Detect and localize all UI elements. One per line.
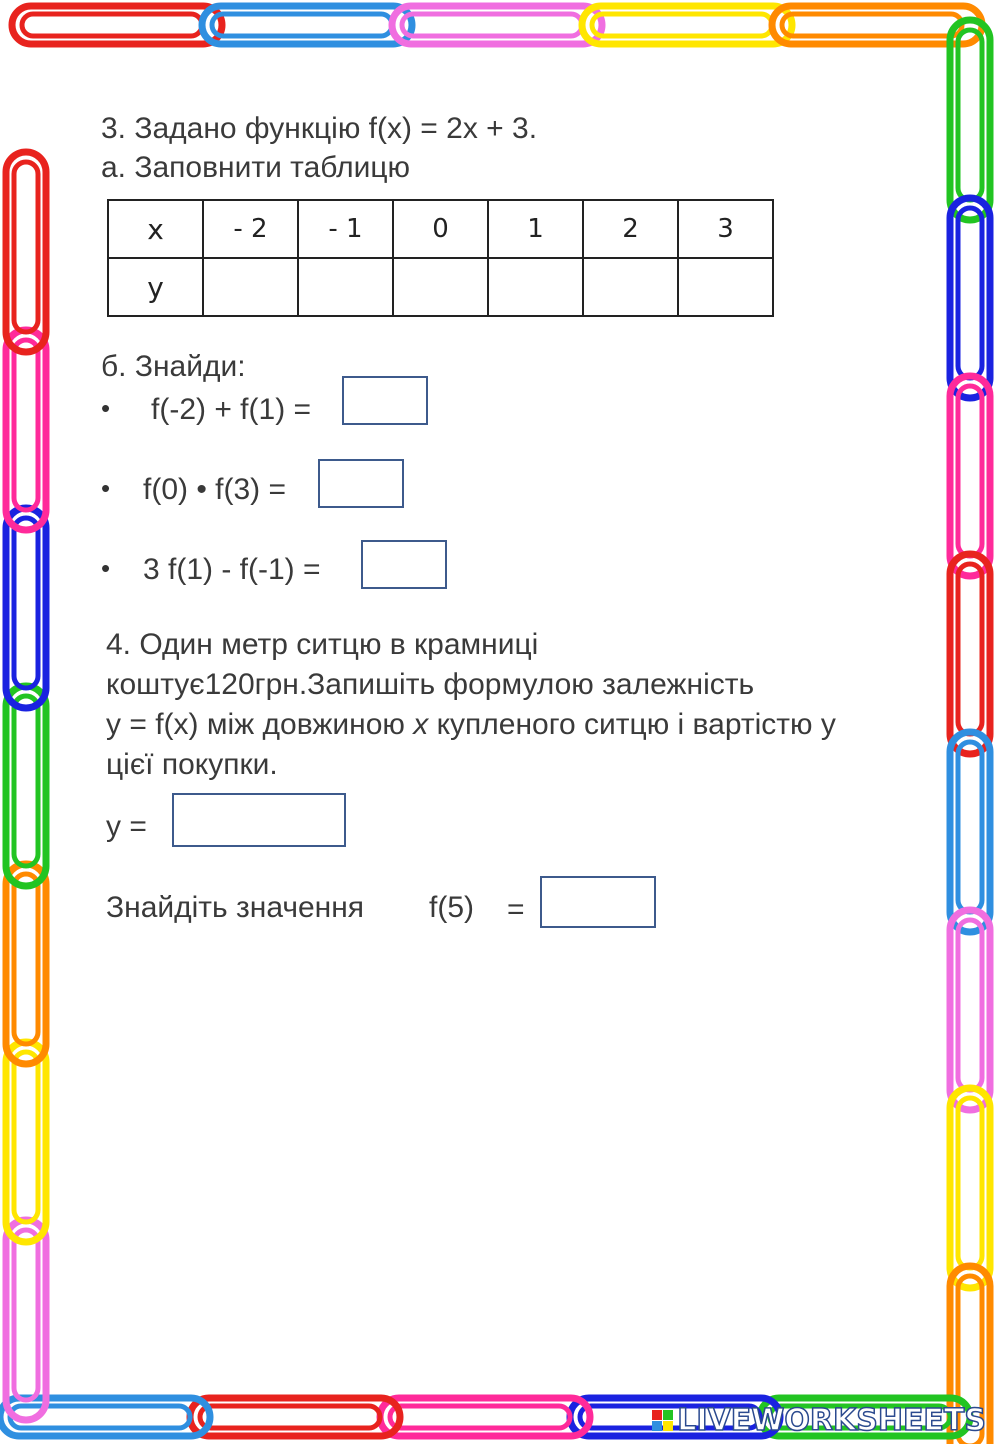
- table-y-input[interactable]: [298, 258, 393, 316]
- paperclip-icon: [950, 20, 990, 220]
- paperclip-icon: [6, 1042, 46, 1242]
- paperclip-icon: [190, 1398, 400, 1436]
- answer-box-1[interactable]: [342, 376, 428, 425]
- paperclip-icon: [392, 6, 602, 44]
- expr-3: 3 f(1) - f(-1) =: [143, 553, 321, 586]
- watermark-text: LIVEWORKSHEETS: [677, 1403, 986, 1438]
- task4-line-3-a: y = f(x) між довжиною: [106, 708, 414, 741]
- f5-label: f(5): [429, 891, 474, 924]
- y-label: y =: [106, 810, 147, 843]
- paperclip-icon: [6, 864, 46, 1064]
- liveworksheets-logo: [652, 1403, 986, 1438]
- expr-2: f(0) • f(3) =: [143, 473, 287, 506]
- paperclip-icon: [12, 6, 222, 44]
- equals-sign: =: [507, 893, 525, 926]
- table-y-input[interactable]: [393, 258, 488, 316]
- task4-line-1: 4. Один метр ситцю в крамниці: [106, 628, 539, 661]
- paperclip-icon: [950, 198, 990, 398]
- answer-box-f5[interactable]: [540, 876, 656, 928]
- paperclip-icon: [6, 508, 46, 708]
- paperclip-icon: [950, 376, 990, 576]
- paperclip-icon: [582, 6, 792, 44]
- table-x-cell: 3: [678, 200, 773, 258]
- table-x-cell: 2: [583, 200, 678, 258]
- table-y-input[interactable]: [678, 258, 773, 316]
- task4-line-3-b: купленого ситцю і вартістю у: [428, 708, 836, 741]
- paperclip-icon: [950, 1088, 990, 1288]
- table-header-y: y: [108, 258, 203, 316]
- table-x-cell: 1: [488, 200, 583, 258]
- task4-line-4: цієї покупки.: [106, 748, 278, 781]
- expr-1: f(-2) + f(1) =: [151, 393, 312, 426]
- paperclip-icon: [202, 6, 412, 44]
- find-label: Знайдіть значення: [106, 891, 365, 924]
- answer-box-2[interactable]: [318, 459, 404, 508]
- task3-part-a: а. Заповнити таблицю: [101, 151, 411, 184]
- table-row-x: [108, 200, 773, 258]
- logo-icon: [652, 1410, 673, 1431]
- task4-line-3-x: x: [413, 708, 429, 741]
- task3-title: 3. Задано функцію f(x) = 2x + 3.: [101, 112, 538, 145]
- paperclip-icon: [380, 1398, 590, 1436]
- paperclip-icon: [6, 152, 46, 352]
- table-x-cell: 0: [393, 200, 488, 258]
- table-y-input[interactable]: [203, 258, 298, 316]
- table-y-input[interactable]: [488, 258, 583, 316]
- paperclip-icon: [6, 1220, 46, 1420]
- task4-line-3: [106, 708, 836, 742]
- function-table: [107, 199, 774, 317]
- table-header-x: x: [108, 200, 203, 258]
- paperclip-icon: [6, 686, 46, 886]
- bullet-icon: •: [101, 473, 111, 503]
- paperclip-icon: [950, 732, 990, 932]
- table-x-cell: - 2: [203, 200, 298, 258]
- table-y-input[interactable]: [583, 258, 678, 316]
- paperclip-icon: [6, 330, 46, 530]
- task4-line-2: коштує120грн.Запишіть формулою залежність: [106, 668, 755, 701]
- answer-box-3[interactable]: [361, 540, 447, 589]
- bullet-icon: •: [101, 553, 111, 583]
- bullet-icon: •: [101, 393, 111, 423]
- task3-part-b: б. Знайди:: [101, 350, 246, 383]
- paperclip-icon: [950, 910, 990, 1110]
- paperclip-icon: [950, 554, 990, 754]
- table-x-cell: - 1: [298, 200, 393, 258]
- table-row-y: [108, 258, 773, 316]
- answer-box-formula[interactable]: [172, 793, 346, 847]
